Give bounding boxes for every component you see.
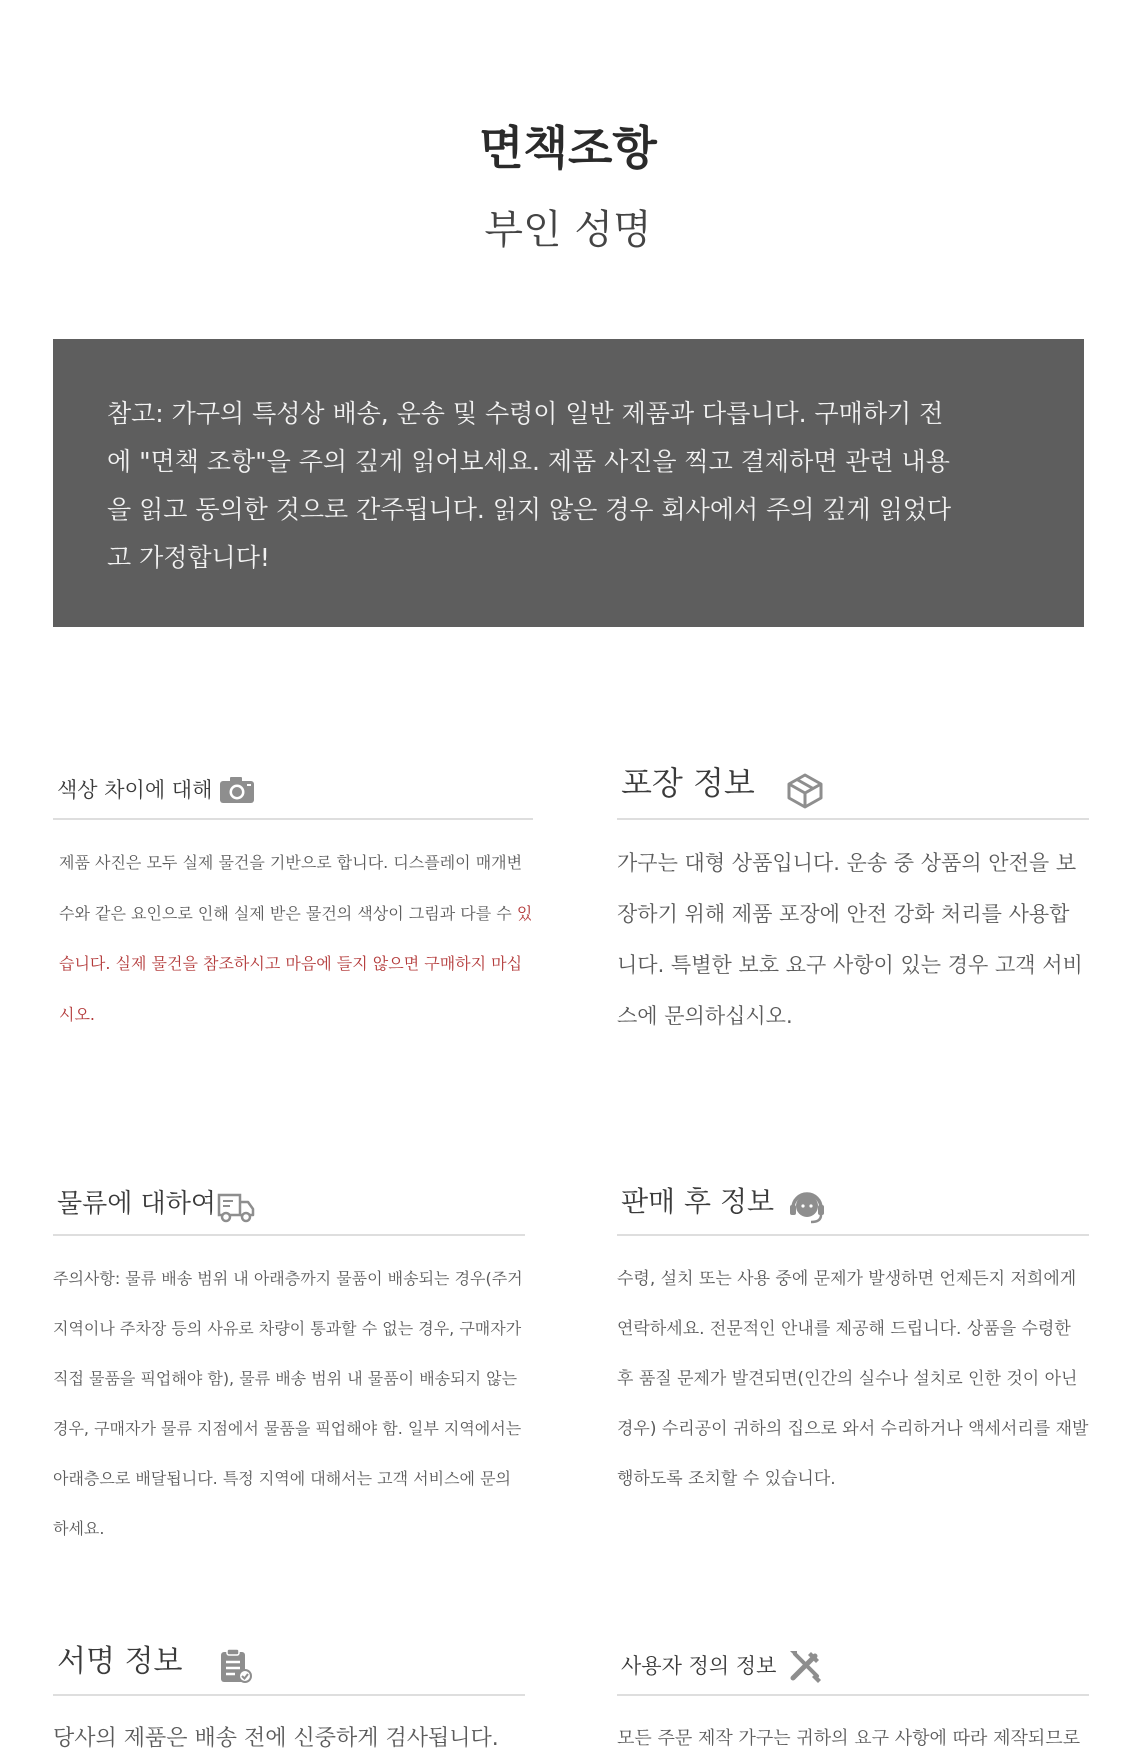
section-title: 물류에 대하여 [57, 1189, 216, 1219]
section-text: 수령, 설치 또는 사용 중에 문제가 발생하면 언제든지 저희에게 연락하세요. 전문적인 안내를 제공해 드립니다. 상품을 수령한 후 품질 문제가 발견되면(인간의 실수나 설치로 인한 것이 아닌 경우) 수리공이 귀하의 집으로 와서 수리하거나 액세서리를 재발행하도록 조치할 수 있습니다. [617, 1269, 1089, 1489]
section-text: 당사의 제품은 배송 전에 신중하게 검사됩니다. [53, 1726, 499, 1751]
section-logistics [53, 1186, 525, 1554]
section-body [617, 820, 1089, 1042]
section-header [53, 1186, 525, 1236]
tools-icon [785, 1646, 825, 1686]
section-custom [617, 1646, 1089, 1758]
section-color-difference [53, 770, 533, 1040]
section-body [53, 1236, 525, 1554]
section-header [53, 770, 533, 820]
section-header [617, 1186, 1089, 1236]
section-header [617, 764, 1089, 820]
package-icon [785, 770, 825, 810]
section-body [617, 1236, 1089, 1504]
section-title: 판매 후 정보 [621, 1185, 775, 1218]
page-title: 면책조항 [479, 121, 657, 175]
section-title: 포장 정보 [621, 764, 755, 802]
section-after-sales [617, 1186, 1089, 1504]
section-header [617, 1646, 1089, 1696]
section-warning-text: 있습니다. 실제 물건을 참조하시고 마음에 들지 않으면 구매하지 마십시오. [59, 903, 533, 1024]
section-body [53, 1696, 525, 1758]
section-title: 색상 차이에 대해 [57, 778, 213, 802]
section-body [53, 820, 533, 1040]
camera-icon [217, 770, 257, 810]
section-text: 모든 주문 제작 가구는 귀하의 요구 사항에 따라 제작되므로 [617, 1728, 1081, 1749]
section-text: 제품 사진은 모두 실제 물건을 기반으로 합니다. 디스플레이 매개변수와 같은 요인으로 인해 실제 받은 물건의 색상이 그림과 다를 수 [59, 853, 523, 923]
truck-icon [216, 1186, 256, 1226]
notice-box [53, 339, 1084, 627]
section-title: 사용자 정의 정보 [621, 1654, 777, 1678]
notice-text: 참고: 가구의 특성상 배송, 운송 및 수령이 일반 제품과 다릅니다. 구매하기 전에 "면책 조항"을 주의 깊게 읽어보세요. 제품 사진을 찍고 결제하면 관련 내용을 읽고 동의한 것으로 간주됩니다. 읽지 않은 경우 회사에서 주의 깊게 읽었다고 가정합니다! [107, 399, 952, 572]
clipboard-icon [215, 1646, 255, 1686]
headset-icon [787, 1186, 827, 1226]
section-packaging [617, 764, 1089, 1042]
section-signature [53, 1646, 525, 1758]
section-text: 가구는 대형 상품입니다. 운송 중 상품의 안전을 보장하기 위해 제품 포장에 안전 강화 처리를 사용합니다. 특별한 보호 요구 사항이 있는 경우 고객 서비스에 문의하십시오. [617, 851, 1083, 1028]
page-subtitle: 부인 성명 [484, 207, 652, 253]
section-title: 서명 정보 [57, 1644, 183, 1679]
section-body [617, 1696, 1089, 1758]
section-header [53, 1646, 525, 1696]
section-text: 주의사항: 물류 배송 범위 내 아래층까지 물품이 배송되는 경우(주거지역이나 주차장 등의 사유로 차량이 통과할 수 없는 경우, 구매자가 직접 물품을 픽업해야 함), 물류 배송 범위 내 물품이 배송되지 않는 경우, 구매자가 물류 지점에서 물품을 픽업해야 함. 일부 지역에서는 아래층으로 배달됩니다. 특정 지역에 대해서는 고객 서비스에 문의하세요. [53, 1269, 523, 1538]
